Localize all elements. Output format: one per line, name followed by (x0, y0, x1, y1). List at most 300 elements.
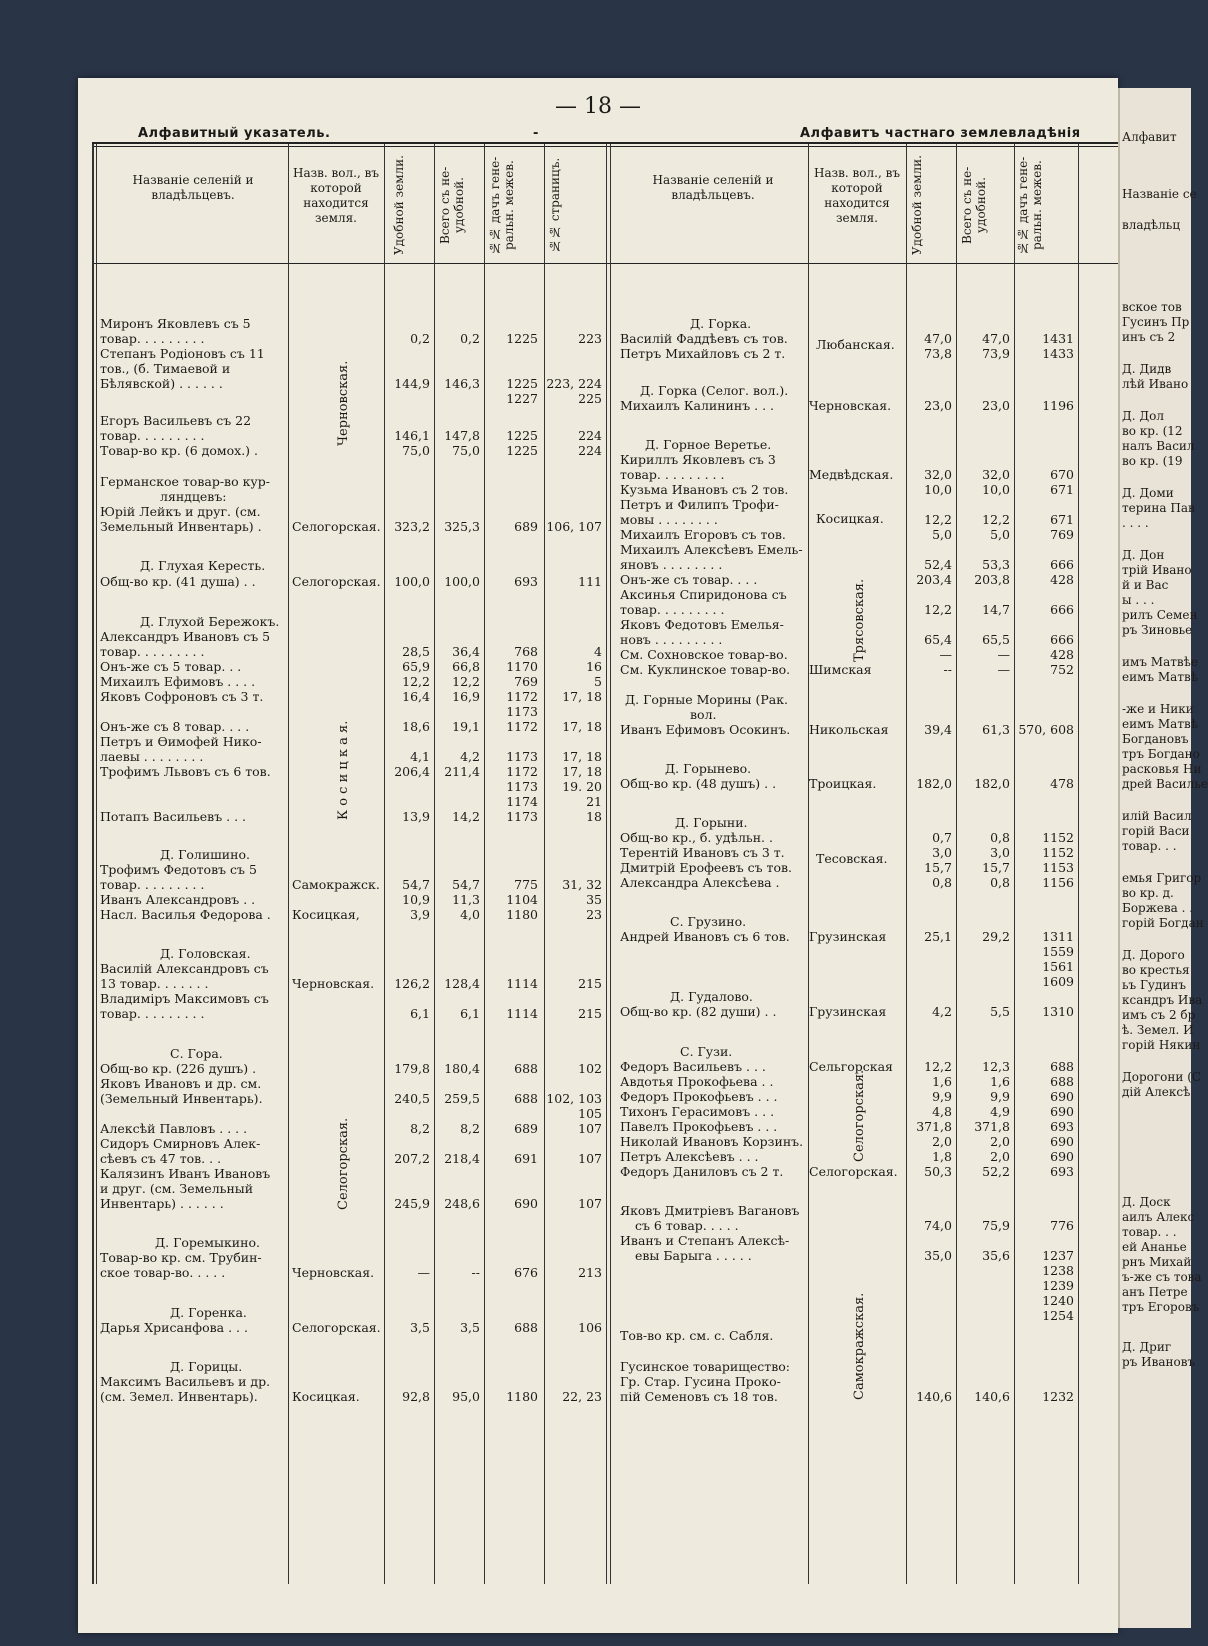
row-stran: 225 (578, 391, 602, 406)
row-vsego: 61,3 (982, 722, 1010, 737)
row-name: Степанъ Родіоновъ съ 11 (100, 346, 265, 361)
next-page-text: горій Васи (1122, 824, 1190, 838)
row-dach: 428 (1050, 647, 1074, 662)
row-name: Петръ Михайловъ съ 2 т. (620, 346, 786, 361)
next-page-text: тръ Богдано (1122, 747, 1200, 761)
next-page-text: Богдановъ (1122, 732, 1189, 746)
row-name: новъ . . . . . . . . . (620, 632, 723, 647)
row-name: Аксинья Спиридонова съ (620, 587, 787, 602)
row-vsego: 6,1 (460, 1006, 480, 1021)
row-name: яновъ . . . . . . . . (620, 557, 723, 572)
row-name: Петръ и Филипъ Трофи- (620, 497, 779, 512)
row-udob: 12,2 (924, 602, 952, 617)
row-vsego: 11,3 (452, 892, 480, 907)
row-stran: 35 (586, 892, 602, 907)
row-stran: 106 (578, 1320, 602, 1335)
row-stran: 111 (578, 574, 602, 589)
row-name: Иванъ Ефимовъ Осокинъ. (620, 722, 791, 737)
row-volost: Черновская. (292, 1265, 375, 1280)
row-udob: 146,1 (394, 428, 430, 443)
top-rule-thin (92, 146, 1118, 147)
volost-group-label: Трясовская. (852, 578, 867, 662)
row-name: Михаилъ Егоровъ съ тов. (620, 527, 786, 542)
row-vsego: 10,0 (982, 482, 1010, 497)
row-name: Гр. Стар. Гусина Проко- (620, 1374, 781, 1389)
row-name: вол. (690, 707, 717, 722)
row-udob: 12,2 (402, 674, 430, 689)
row-stran: 107 (578, 1121, 602, 1136)
row-vsego: 2,0 (990, 1149, 1010, 1164)
row-udob: 4,2 (932, 1004, 952, 1019)
next-page-text: имъ Матвѣе (1122, 655, 1198, 669)
row-name: товар. . . . . . . . . (100, 644, 205, 659)
row-stran: 215 (578, 1006, 602, 1021)
row-stran: 5 (594, 674, 602, 689)
row-name: сѣевъ съ 47 тов. . . (100, 1151, 222, 1166)
row-vsego: 325,3 (444, 519, 480, 534)
row-dach: 776 (1050, 1218, 1074, 1233)
row-udob: 0,8 (932, 875, 952, 890)
row-dach: 1173 (506, 749, 538, 764)
row-dach: 1174 (506, 794, 538, 809)
row-stran: 213 (578, 1265, 602, 1280)
next-page-text: горій Богдан (1122, 916, 1204, 930)
row-vsego: 52,2 (982, 1164, 1010, 1179)
row-stran: 21 (586, 794, 602, 809)
row-volost: Селогорская. (292, 519, 381, 534)
row-name: Яковъ Ивановъ и др. см. (100, 1076, 262, 1091)
row-dach: 1225 (506, 376, 538, 391)
next-page-text: инъ съ 2 (1122, 330, 1176, 344)
column-rule (606, 144, 607, 1584)
next-page-text: Д. Дорого (1122, 948, 1185, 962)
row-vsego: 211,4 (444, 764, 480, 779)
row-vsego: 0,8 (990, 875, 1010, 890)
row-name: товар. . . . . . . . . (100, 877, 205, 892)
row-udob: 206,4 (394, 764, 430, 779)
row-udob: 240,5 (394, 1091, 430, 1106)
row-dach: 1227 (506, 391, 538, 406)
row-name: товар. . . . . . . . . (620, 602, 725, 617)
row-name: Иванъ и Степанъ Алексѣ- (620, 1233, 790, 1248)
next-page-text: ксандръ Ива (1122, 993, 1203, 1007)
next-page-text: товар. . . (1122, 1225, 1177, 1239)
next-page-text: дій Алексѣ (1122, 1085, 1191, 1099)
row-udob: 65,4 (924, 632, 952, 647)
row-udob: 100,0 (394, 574, 430, 589)
next-page-text: лѣй Ивано (1122, 377, 1189, 391)
row-dach: 688 (1050, 1074, 1074, 1089)
row-stran: 105 (578, 1106, 602, 1121)
row-name: Калязинъ Иванъ Ивановъ (100, 1166, 271, 1181)
row-dach: 1559 (1042, 944, 1074, 959)
column-rule (96, 144, 97, 1584)
row-name: Товар-во кр. см. Трубин- (100, 1250, 262, 1265)
row-udob: 4,1 (410, 749, 430, 764)
header-mid: - (533, 126, 539, 141)
row-name: Павелъ Прокофьевъ . . . (620, 1119, 778, 1134)
next-page-text: во кр. (12 (1122, 424, 1183, 438)
row-vsego: 14,7 (982, 602, 1010, 617)
row-dach: 1172 (506, 764, 538, 779)
header-bottom-rule (92, 263, 1118, 264)
row-name: 13 товар. . . . . . . (100, 976, 209, 991)
next-page-text: вское тов (1122, 300, 1182, 314)
row-udob: 12,2 (924, 512, 952, 527)
row-volost: Самокражск. (292, 877, 380, 892)
row-name: Товар-во кр. (6 домох.) . (100, 443, 258, 458)
row-vsego: 8,2 (460, 1121, 480, 1136)
row-stran: 107 (578, 1151, 602, 1166)
next-page-text: Названіе се (1122, 187, 1197, 201)
row-name: Инвентарь) . . . . . . (100, 1196, 224, 1211)
row-dach: 1311 (1042, 929, 1074, 944)
next-page-text: во кр. (19 (1122, 454, 1183, 468)
row-name: Юрій Лейкъ и друг. (см. (100, 504, 261, 519)
row-name: Максимъ Васильевъ и др. (100, 1374, 271, 1389)
row-name: С. Гузи. (680, 1044, 733, 1059)
row-vsego: 3,5 (460, 1320, 480, 1335)
row-name: Дарья Хрисанфова . . . (100, 1320, 248, 1335)
row-name: Иванъ Александровъ . . (100, 892, 256, 907)
next-page-text: илій Васил (1122, 809, 1192, 823)
row-dach: 693 (1050, 1164, 1074, 1179)
row-dach: 688 (514, 1320, 538, 1335)
row-dach: 1173 (506, 809, 538, 824)
row-udob: 3,5 (410, 1320, 430, 1335)
row-name: Михаилъ Калининъ . . . (620, 398, 775, 413)
row-dach: 1238 (1042, 1263, 1074, 1278)
next-page-text: Д. Дидв (1122, 362, 1172, 376)
row-vsego: 95,0 (452, 1389, 480, 1404)
row-udob: 1,8 (932, 1149, 952, 1164)
row-vsego: 147,8 (444, 428, 480, 443)
row-udob: 32,0 (924, 467, 952, 482)
column-rule (610, 144, 611, 1584)
row-dach: 1225 (506, 428, 538, 443)
row-name: Д. Гудалово. (670, 989, 753, 1004)
row-volost: Селогорская. (809, 1164, 898, 1179)
row-name: товар. . . . . . . . . (100, 428, 205, 443)
row-dach: 1104 (506, 892, 538, 907)
row-vsego: 35,6 (982, 1248, 1010, 1263)
row-vsego: 4,0 (460, 907, 480, 922)
row-dach: 688 (514, 1061, 538, 1076)
column-rule (808, 144, 809, 1584)
row-volost: Грузинская (809, 1004, 887, 1019)
next-page-text: расковья Ни (1122, 762, 1202, 776)
page-number: — 18 — (555, 94, 641, 119)
row-dach: 666 (1050, 557, 1074, 572)
row-name: Земельный Инвентарь) . (100, 519, 262, 534)
row-dach: 1172 (506, 689, 538, 704)
row-udob: 65,9 (402, 659, 430, 674)
next-page-text: еимъ Матвѣ (1122, 670, 1198, 684)
row-udob: 140,6 (916, 1389, 952, 1404)
row-dach: 1196 (1042, 398, 1074, 413)
column-rule (288, 144, 289, 1584)
row-vsego: — (997, 647, 1010, 662)
row-dach: 1156 (1042, 875, 1074, 890)
next-page-text: -же и Ники (1122, 702, 1194, 716)
row-dach: 1431 (1042, 331, 1074, 346)
row-name: Онъ-же съ 5 товар. . . (100, 659, 242, 674)
row-name: Петръ и Ѳимофей Нико- (100, 734, 262, 749)
row-vsego: 47,0 (982, 331, 1010, 346)
row-udob: 9,9 (932, 1089, 952, 1104)
next-page-text: Д. Доми (1122, 486, 1174, 500)
row-name: Д. Голишино. (160, 847, 250, 862)
row-udob: 74,0 (924, 1218, 952, 1233)
row-volost: Селогорская. (292, 574, 381, 589)
row-dach: 1433 (1042, 346, 1074, 361)
next-page-text: владѣльц (1122, 218, 1181, 232)
row-stran: 16 (586, 659, 602, 674)
row-udob: — (417, 1265, 430, 1280)
row-name: См. Куклинское товар-во. (620, 662, 791, 677)
row-name: Д. Горыни. (675, 815, 748, 830)
row-name: Терентій Ивановъ съ 3 т. (620, 845, 785, 860)
row-name: Общ-во кр. (41 душа) . . (100, 574, 256, 589)
row-vsego: 0,8 (990, 830, 1010, 845)
row-udob: 6,1 (410, 1006, 430, 1021)
row-stran: 19. 20 (562, 779, 602, 794)
row-vsego: 53,3 (982, 557, 1010, 572)
row-udob: 5,0 (932, 527, 952, 542)
row-dach: 775 (514, 877, 538, 892)
row-name: мовы . . . . . . . . (620, 512, 718, 527)
col-header-name-right: Названіе селеній и владѣльцевъ. (652, 173, 774, 202)
row-vsego: 182,0 (974, 776, 1010, 791)
row-name: Авдотья Прокофьева . . (620, 1074, 774, 1089)
row-udob: 144,9 (394, 376, 430, 391)
row-dach: 1561 (1042, 959, 1074, 974)
col-header-volost: Назв. вол., въ которой находится земля. (293, 166, 379, 225)
row-name: съ 6 товар. . . . . (635, 1218, 739, 1233)
row-dach: 1153 (1042, 860, 1074, 875)
row-udob: 245,9 (394, 1196, 430, 1211)
row-dach: 1180 (506, 907, 538, 922)
next-page-text: анъ Петре (1122, 1285, 1188, 1299)
row-dach: 1225 (506, 443, 538, 458)
row-vsego: 75,0 (452, 443, 480, 458)
next-page-text: ъ-же съ това (1122, 1270, 1202, 1284)
row-name: тов., (б. Тимаевой и (100, 361, 231, 376)
col-header-vsego-right: Всего съ не-удобной. (960, 166, 988, 245)
row-volost: Троицкая. (809, 776, 877, 791)
row-vsego: 5,5 (990, 1004, 1010, 1019)
row-name: Сидоръ Смирновъ Алек- (100, 1136, 261, 1151)
next-page-text: ьъ Гудинъ (1122, 978, 1187, 992)
row-vsego: 203,8 (974, 572, 1010, 587)
row-vsego: 259,5 (444, 1091, 480, 1106)
row-name: (см. Земел. Инвентарь). (100, 1389, 258, 1404)
col-header-vsego: Всего съ не-удобной. (438, 166, 466, 245)
column-rule (484, 144, 485, 1584)
next-page-text: трій Ивано (1122, 563, 1192, 577)
row-udob: 0,7 (932, 830, 952, 845)
col-header-udob: Удобной земли. (392, 155, 406, 256)
row-dach: 1114 (506, 976, 538, 991)
row-name: Александра Алексѣева . (620, 875, 780, 890)
next-page-text: рнъ Михай (1122, 1255, 1192, 1269)
next-page-text: ръ Ивановъ (1122, 1355, 1196, 1369)
row-name: Петръ Алексѣевъ . . . (620, 1149, 759, 1164)
row-stran: 31, 32 (562, 877, 602, 892)
row-name: Кузьма Ивановъ съ 2 тов. (620, 482, 789, 497)
row-dach: 689 (514, 1121, 538, 1136)
row-vsego: 54,7 (452, 877, 480, 892)
row-name: Потапъ Васильевъ . . . (100, 809, 246, 824)
row-udob: -- (943, 662, 952, 677)
row-name: Миронъ Яковлевъ съ 5 (100, 316, 251, 331)
row-vsego: -- (471, 1265, 480, 1280)
row-name: Д. Горка (Селог. вол.). (640, 383, 789, 398)
next-page-text: имъ съ 2 бр (1122, 1008, 1196, 1022)
row-name: Николай Ивановъ Корзинъ. (620, 1134, 804, 1149)
row-name: Д. Горное Веретье. (645, 437, 772, 452)
column-rule (434, 144, 435, 1584)
row-dach: 671 (1050, 482, 1074, 497)
volost-group-label: Селогорская. (852, 1069, 867, 1162)
row-dach: 1239 (1042, 1278, 1074, 1293)
row-udob: 3,0 (932, 845, 952, 860)
next-page-text: рилъ Семен (1122, 608, 1198, 622)
row-dach: 690 (514, 1196, 538, 1211)
row-vsego: 73,9 (982, 346, 1010, 361)
row-dach: 689 (514, 519, 538, 534)
next-page-text: во крестья (1122, 963, 1190, 977)
row-name: Д. Горемыкино. (155, 1235, 260, 1250)
row-udob: 3,9 (410, 907, 430, 922)
row-dach: 1232 (1042, 1389, 1074, 1404)
col-header-stran: №№ страницъ. (548, 157, 562, 254)
row-name: Алексѣй Павловъ . . . . (100, 1121, 248, 1136)
row-vsego: 32,0 (982, 467, 1010, 482)
row-udob: 35,0 (924, 1248, 952, 1263)
row-udob: 47,0 (924, 331, 952, 346)
row-vsego: 12,3 (982, 1059, 1010, 1074)
next-page-text: ѣ. Земел. И (1122, 1023, 1194, 1037)
next-page-text: ей Ананье (1122, 1240, 1187, 1254)
row-udob: 52,4 (924, 557, 952, 572)
next-page-text: . . . . (1122, 516, 1149, 530)
row-vsego: 16,9 (452, 689, 480, 704)
column-rule (92, 144, 94, 1584)
row-name: Федоръ Васильевъ . . . (620, 1059, 766, 1074)
row-dach: 752 (1050, 662, 1074, 677)
col-header-dach-right: №№ дачъ гене-ральн. межев. (1016, 156, 1044, 255)
next-page-text: Д. Дон (1122, 548, 1165, 562)
row-dach: 1310 (1042, 1004, 1074, 1019)
next-page-text: Д. Дол (1122, 409, 1164, 423)
row-name: Д. Горенка. (170, 1305, 247, 1320)
row-vsego: 128,4 (444, 976, 480, 991)
next-page-text: Алфавит (1122, 130, 1177, 144)
next-page-text: Д. Доск (1122, 1195, 1171, 1209)
row-name: См. Сохновское товар-во. (620, 647, 788, 662)
row-name: (Земельный Инвентарь). (100, 1091, 263, 1106)
row-name: лаевы . . . . . . . . (100, 749, 204, 764)
row-name: ское товар-во. . . . . (100, 1265, 226, 1280)
row-udob: — (939, 647, 952, 662)
row-dach: 666 (1050, 632, 1074, 647)
row-udob: 10,0 (924, 482, 952, 497)
row-vsego: 14,2 (452, 809, 480, 824)
row-udob: 182,0 (916, 776, 952, 791)
row-udob: 203,4 (916, 572, 952, 587)
row-vsego: 12,2 (452, 674, 480, 689)
row-dach: 670 (1050, 467, 1074, 482)
row-vsego: 15,7 (982, 860, 1010, 875)
row-name: и друг. (см. Земельный (100, 1181, 254, 1196)
row-name: товар. . . . . . . . . (100, 331, 205, 346)
row-vsego: 248,6 (444, 1196, 480, 1211)
row-name: Яковъ Федотовъ Емелья- (620, 617, 784, 632)
row-udob: 207,2 (394, 1151, 430, 1166)
next-page-text: Гусинъ Пр (1122, 315, 1190, 329)
row-name: товар. . . . . . . . . (100, 1006, 205, 1021)
row-vsego: 2,0 (990, 1134, 1010, 1149)
next-page-text: Дорогони (С (1122, 1070, 1202, 1084)
row-stran: 223, 224 (546, 376, 602, 391)
row-name: Федоръ Прокофьевъ . . . (620, 1089, 778, 1104)
row-name: Германское товар-во кур- (100, 474, 270, 489)
row-stran: 17, 18 (562, 719, 602, 734)
row-stran: 215 (578, 976, 602, 991)
column-rule (544, 144, 545, 1584)
row-vsego: 65,5 (982, 632, 1010, 647)
row-udob: 75,0 (402, 443, 430, 458)
volost-group-label: Косицкая. (816, 511, 884, 526)
next-page-text: товар. . . (1122, 839, 1177, 853)
row-udob: 18,6 (402, 719, 430, 734)
row-name: Д. Глухой Бережокъ. (140, 614, 280, 629)
row-dach: 478 (1050, 776, 1074, 791)
row-stran: 23 (586, 907, 602, 922)
volost-group-label: К о с и ц к а я. (336, 720, 351, 820)
row-vsego: 75,9 (982, 1218, 1010, 1233)
row-udob: 23,0 (924, 398, 952, 413)
row-name: Д. Головская. (160, 946, 251, 961)
next-page-text: емья Григор (1122, 871, 1202, 885)
row-stran: 106, 107 (546, 519, 602, 534)
row-udob: 126,2 (394, 976, 430, 991)
row-name: Яковъ Софроновъ съ 3 т. (100, 689, 264, 704)
row-dach: 768 (514, 644, 538, 659)
row-vsego: 29,2 (982, 929, 1010, 944)
row-dach: 690 (1050, 1104, 1074, 1119)
next-page-text: еимъ Матвѣ (1122, 717, 1198, 731)
row-vsego: 36,4 (452, 644, 480, 659)
row-udob: 54,7 (402, 877, 430, 892)
row-name: Общ-во кр. (82 души) . . (620, 1004, 777, 1019)
row-name: Дмитрій Ерофеевъ съ тов. (620, 860, 793, 875)
row-dach: 676 (514, 1265, 538, 1280)
next-page-text: й и Вас (1122, 578, 1169, 592)
row-vsego: 9,9 (990, 1089, 1010, 1104)
row-vsego: 12,2 (982, 512, 1010, 527)
row-name: Александръ Ивановъ съ 5 (100, 629, 271, 644)
row-dach: 1152 (1042, 830, 1074, 845)
row-udob: 16,4 (402, 689, 430, 704)
next-page-text: налъ Васил (1122, 439, 1195, 453)
row-udob: 15,7 (924, 860, 952, 875)
row-name: Общ-во кр. (226 душъ) . (100, 1061, 257, 1076)
row-name: Тов-во кр. см. с. Сабля. (620, 1328, 774, 1343)
column-rule (1078, 144, 1079, 1584)
row-name: Онъ-же съ 8 товар. . . . (100, 719, 250, 734)
